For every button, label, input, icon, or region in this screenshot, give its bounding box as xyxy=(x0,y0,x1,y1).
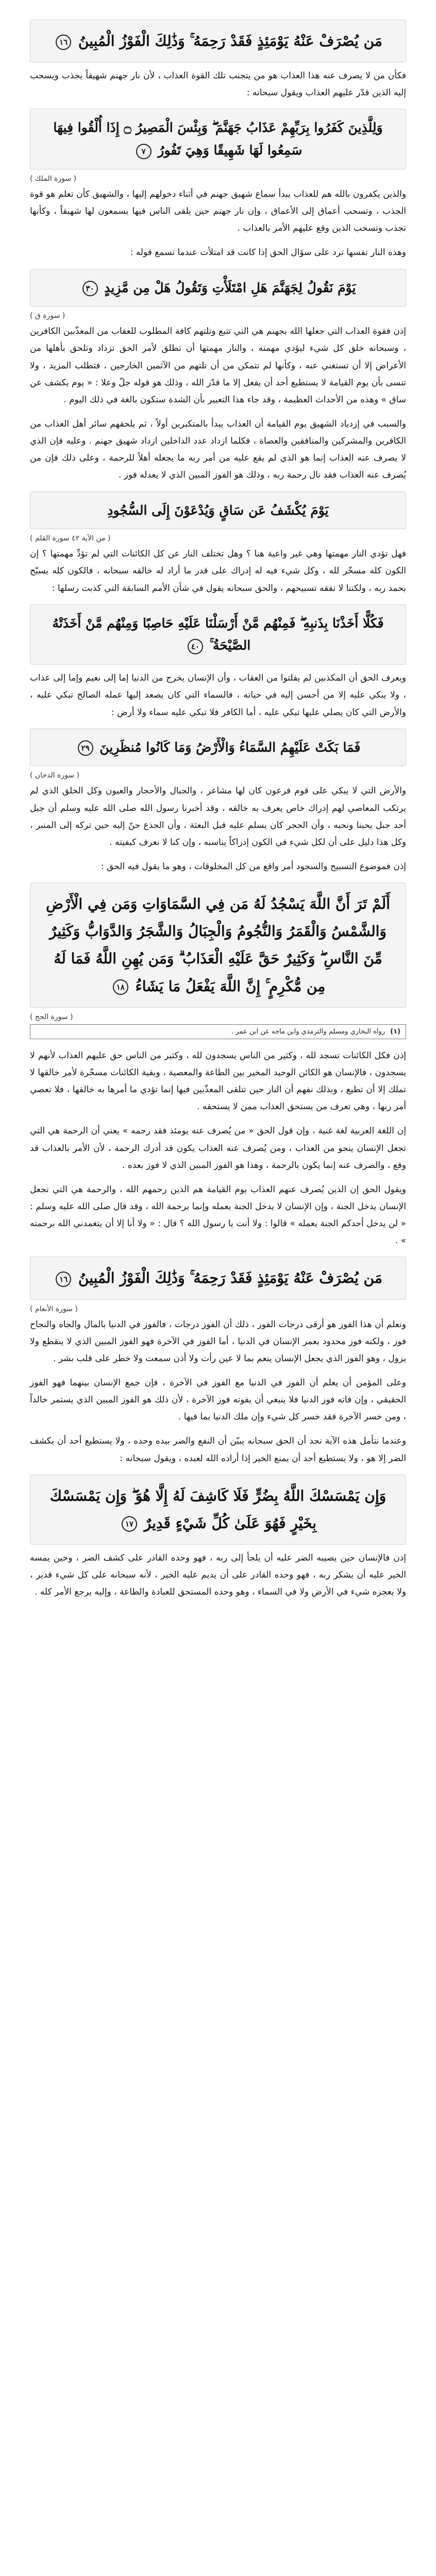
paragraph: ويقول الحق إن الذين يُصرف عنهم العذاب يوم القيامة هم الذين رحمهم الله ، والرحمة هي التي تجعل الإنسان يدخل الجنة ، وإن الإنسان لا يدخل الجنة بعمله وإنما برحمة الله ، وقد قال صلى الله عليه وسلم : « لن يدخل أحدكم الجنة بعمله » قالوا : ولا أنت يا رسول الله ؟ قال : « ولا أنا إلا أن يتغمدني الله برحمته » . xyxy=(30,1184,406,1246)
sura-reference: ( من الآية ٤٢ سورة القلم ) xyxy=(30,534,111,543)
sura-reference: ( سورة الحج ) xyxy=(30,1012,73,1021)
paragraph: إذن فالإنسان حين يصيبه الضر عليه أن يلجأ إلى ربه ، فهو وحده القادر على كشف الضر ، وحين يمسه الخير عليه أن يشكر ربه ، فهو وحده القادر على أن يديم عليه الخير ، لأنه سبحانه على كل شيء قدير ، ولا يعجزه شيء في الأرض ولا في السماء ، وهو وحده المستحق للعبادة والطاعة ، وإليه يرجع الأمر كله . xyxy=(30,1553,406,1598)
footnote xyxy=(30,1024,406,1039)
verse-text: أَلَمْ تَرَ أَنَّ اللَّهَ يَسْجُدُ لَهُ مَن فِي السَّمَاوَاتِ وَمَن فِي الْأَرْضِ وَالشَّمْسُ وَالْقَمَرُ وَالنُّجُومُ وَالْجِبَالُ وَالشَّجَرُ وَالدَّوَابُّ وَكَثِيرٌ مِّنَ النَّاسِ ۖ وَكَثِيرٌ حَقَّ عَلَيْهِ الْعَذَابُ ۗ وَمَن يُهِنِ اللَّهُ فَمَا لَهُ مِن مُّكْرِمٍ ۚ إِنَّ اللَّهَ يَفْعَلُ مَا يَشَاءُ xyxy=(46,895,390,995)
verse-text: فَمَا بَكَتْ عَلَيْهِمُ السَّمَاءُ وَالْأَرْضُ وَمَا كَانُوا مُنظَرِينَ xyxy=(99,739,361,755)
ayah-number: ١٦ xyxy=(56,35,71,50)
paragraph: فهل تؤدي النار مهمتها وهي غير واعية هنا ؟ وهل تختلف النار عن كل الكائنات التي لم تؤدِّ مهمتها ؟ إن الكون كله مسخّر لله ، وكل شيء فيه له إدراك على قدر ما أراد له خالقه سبحانه ، فالكون كله يسبّح بحمد ربه ، ولكننا لا نفقه تسبيحهم ، والحق سبحانه يقول في شأن الأمم السابقة التي كذبت رسلها : xyxy=(30,549,406,594)
verse-box-5 xyxy=(30,604,406,665)
verse-box-4 xyxy=(30,492,406,530)
paragraph: والسبب في إزدياد الشهيق يوم القيامة أن العذاب يبدأ بالمتكبرين أولاً ، ثم يلحقهم سائر أهل العذاب من الكافرين والمشركين والمنافقين والعصاة ، فكلما ازداد عدد الداخلين ازداد شهيق جهنم . وعليه فإن الذي لا يصرف عنه العذاب إنما هو الذي لم يقع عليه من أمر ربه ما يجعله أهلاً للرحمة ، وعلى ذلك فإن من يُصرف عنه العذاب فقد نال رحمة ربه ، وذلك هو الفوز المبين الذي لا يعدله فوز . xyxy=(30,418,406,481)
verse-text: وَإِن يَمْسَسْكَ اللَّهُ بِضُرٍّ فَلَا كَاشِفَ لَهُ إِلَّا هُوَ ۖ وَإِن يَمْسَسْكَ بِخَيْرٍ فَهُوَ عَلَىٰ كُلِّ شَيْءٍ قَدِيرٌ xyxy=(49,1487,387,1532)
paragraph: والأرض التي لا يبكي على قوم فرعون كان لها مشاعر ، والجبال والأحجار والعيون وكل الخلق الذي لم يرتكب المعاصي لهم إدراك خاص يعرف به خالقه ، وقد أخبرنا رسول الله صلى الله عليه وسلم أن جبل أحد جبل يحبنا ونحبه ، وأن الحجر كان يسلم عليه قبل البعثة ، وأن الجذع حنّ إليه حين تركه إلى المنبر ، وكل هذا دليل على أن لكل شيء في الكون إدراكاً يناسبه ، وإن كنا لا نعرف كيفيته . xyxy=(30,786,406,848)
verse-box-2 xyxy=(30,109,406,170)
paragraph: وعلى المؤمن أن يعلم أن الفوز في الدنيا مع الفوز في الآخرة ، فإن جمع الإنسان بينهما فهو الفوز الحقيقي ، وإن فاته فوز الدنيا فلا ينبغي أن يفوته فوز الآخرة ، لأن ذلك هو الفوز المبين الذي يستمر خالداً ، ومن خسر الآخرة فقد خسر كل شيء وإن ملك الدنيا بما فيها . xyxy=(30,1378,406,1422)
ayah-number: ٧ xyxy=(136,144,152,159)
verse-text: وَلِلَّذِينَ كَفَرُوا بِرَبِّهِمْ عَذَابُ جَهَنَّمَ ۖ وَبِئْسَ الْمَصِيرُ ۝ إِذَا أُلْقُوا فِيهَا سَمِعُوا لَهَا شَهِيقًا وَهِيَ تَفُورُ xyxy=(53,120,383,158)
verse-text: مَن يُصْرَفْ عَنْهُ يَوْمَئِذٍ فَقَدْ رَحِمَهُ ۚ وَذَٰلِكَ الْفَوْزُ الْمُبِينُ xyxy=(78,1269,382,1287)
verse-box-6 xyxy=(30,728,406,767)
ayah-number: ١٨ xyxy=(113,979,128,995)
ayah-number: ١٧ xyxy=(122,1516,137,1532)
footnote-text: رواه البخاري ومسلم والترمذي وابن ماجه عن ابن عمر . xyxy=(231,1027,385,1036)
paragraph: ونعلم أن هذا الفوز هو أرقى درجات الفوز ، ذلك أن الفوز درجات ، فالفوز في الدنيا بالمال والجاه والنجاح فوز ، ولكنه فوز محدود بعمر الإنسان في الدنيا ، أما الفوز في الآخرة فهو الفوز المبين الذي لا ينقطع ولا يزول ، وهو الفوز الذي يجعل الإنسان ينعم بما لا عين رأت ولا أذن سمعت ولا خطر على قلب بشر . xyxy=(30,1319,406,1364)
paragraph: فكأن من لا يصرف عنه هذا العذاب هو من يتجنب تلك القوة العذاب ، لأن نار جهنم شهيقاً يجذب ويسحب إليه الذين قدّر عليهم العذاب ويقول سبحانه : xyxy=(30,71,406,98)
verse-text: فَكُلًّا أَخَذْنَا بِذَنبِهِ ۖ فَمِنْهُم مَّنْ أَرْسَلْنَا عَلَيْهِ حَاصِبًا وَمِنْهُم مَّنْ أَخَذَتْهُ الصَّيْحَةُ ۚ xyxy=(52,615,384,653)
paragraph: إن اللغة العربية لغة غنية ، وإن قول الحق « من يُصرف عنه يومئذ فقد رحمه » يعني أن الرحمة هي التي تجعل الإنسان ينجو من العذاب ، ومن يُصرف عنه العذاب يكون قد أدرك الرحمة ، لأن الأمر بالعذاب قد وقع ، والصرف عنه إنما يكون بالرحمة ، وهذا هو الفوز المبين الذي لا فوز بعده . xyxy=(30,1126,406,1171)
paragraph: وعندما نتأمل هذه الآية نجد أن الحق سبحانه يبيّن أن النفع والضر بيده وحده ، ولا يستطيع أحد أن يكشف الضر إلا هو ، ولا يستطيع أحد أن يمنع الخير إذا أراده الله لعبده ، ويقول سبحانه : xyxy=(30,1436,406,1464)
footnote-number: (١) xyxy=(390,1027,400,1036)
ayah-number: ١٦ xyxy=(56,1272,71,1287)
sura-reference: ( سورة ق ) xyxy=(30,312,65,320)
paragraph: وهذه النار تفسها ترد على سؤال الحق إذا كانت قد امتلأت عندما تسمع قوله : xyxy=(130,247,406,258)
paragraph: إذن فموضوع التسبيح والسجود أمر واقع من كل المخلوقات ، وهو ما يقول فيه الحق : xyxy=(100,861,406,872)
verse-box-1 xyxy=(30,20,406,62)
verse-box-7 xyxy=(30,883,406,1008)
paragraph: إذن فكل الكائنات تسجد لله ، وكثير من الناس يسجدون لله ، وكثير من الناس حق عليهم العذاب لأنهم لا يسجدون ، فالإنسان هو الكائن الوحيد المخير بين الطاعة والمعصية ، وبقية الكائنات مسخّرة لأمر خالقها لا تملك إلا أن تطيع ، وبذلك نفهم أن النار حين تتلقى المعذّبين فيها إنما تؤدي ما أمرها به خالقها ، فلا تعصي أمر ربها ، وهي تعرف من يستحق العذاب ممن لا يستحقه . xyxy=(30,1050,406,1112)
ayah-number: ٣٠ xyxy=(82,281,98,296)
paragraph: والذين يكفرون بالله هم للعذاب يبدأ سماع شهيق جهنم في أثناء دخولهم إليها ، والشهيق كأن تعلم هو قوة الجذب ، وتسحب أعماق إلى الأعماق ، وإن نار جهنم حين يلقى الناس فيها يسمعون لها شهيقاً ، وكأنها تجذب وتسحب الذين وقع عليهم الأمر بالعذاب . xyxy=(30,189,406,234)
sura-reference: ( سورة الدخان ) xyxy=(30,771,80,780)
verse-text: مَن يُصْرَفْ عَنْهُ يَوْمَئِذٍ فَقَدْ رَحِمَهُ ۚ وَذَٰلِكَ الْفَوْزُ الْمُبِينُ xyxy=(78,32,382,49)
ayah-number: ٢٩ xyxy=(78,740,93,756)
verse-box-3 xyxy=(30,269,406,307)
ayah-number: ٤٠ xyxy=(188,639,203,654)
paragraph: ويعرف الحق أن المكذبين لم يفلتوا من العقاب ، وأن الإنسان يخرج من الدنيا إما إلى نعيم وإما إلى عذاب ، ولا يبكي عليه إلا من أحسن إليه في حياته ، فالسماء التي كان يصعد إليها عمله الصالح تبكي عليه ، والأرض التي كان يصلي عليها تبكي عليه ، أما الكافر فلا تبكي عليه سماء ولا أرض : xyxy=(30,673,406,718)
verse-text: يَوْمَ نَقُولُ لِجَهَنَّمَ هَلِ امْتَلَأْتِ وَتَقُولُ هَلْ مِن مَّزِيدٍ xyxy=(104,280,356,295)
sura-reference: ( سورة الملك ) xyxy=(30,174,77,183)
verse-text: يَوْمَ يُكْشَفُ عَن سَاقٍ وَيُدْعَوْنَ إِلَى السُّجُودِ xyxy=(107,502,329,518)
sura-reference: ( سورة الأنعام ) xyxy=(30,1304,78,1313)
paragraph: إذن فقوة العذاب التي جعلها الله بجهنم هي التي تتبع وتلتهم كافة المطلوب للعقاب من المعذّبين الكافرين ، وسبحانه خلق كل شيء ليؤدي مهمته ، والنار مهمتها أن تطلق لأمر الحق تزداد وتلحق بأهلها من الأعراض إلا أن تستغني عنه ، وكأنها لم تتمكن من أن تلتهم من الآثمين الخارجين ، فتطلب المزيد ، ولا تنسى بأن يوم القيامة لا يستطيع أحد أن يفعل إلا ما قدّر الله ، وذلك هو قوله جلّ وعلا : « يوم يكشف عن ساق » وهذه من الأحداث العظيمة ، وقد جاء هذا التعبير بأن الشدة ستكون بالغة في ذلك اليوم . xyxy=(30,326,406,405)
verse-box-9 xyxy=(30,1475,406,1545)
verse-box-8 xyxy=(30,1257,406,1299)
